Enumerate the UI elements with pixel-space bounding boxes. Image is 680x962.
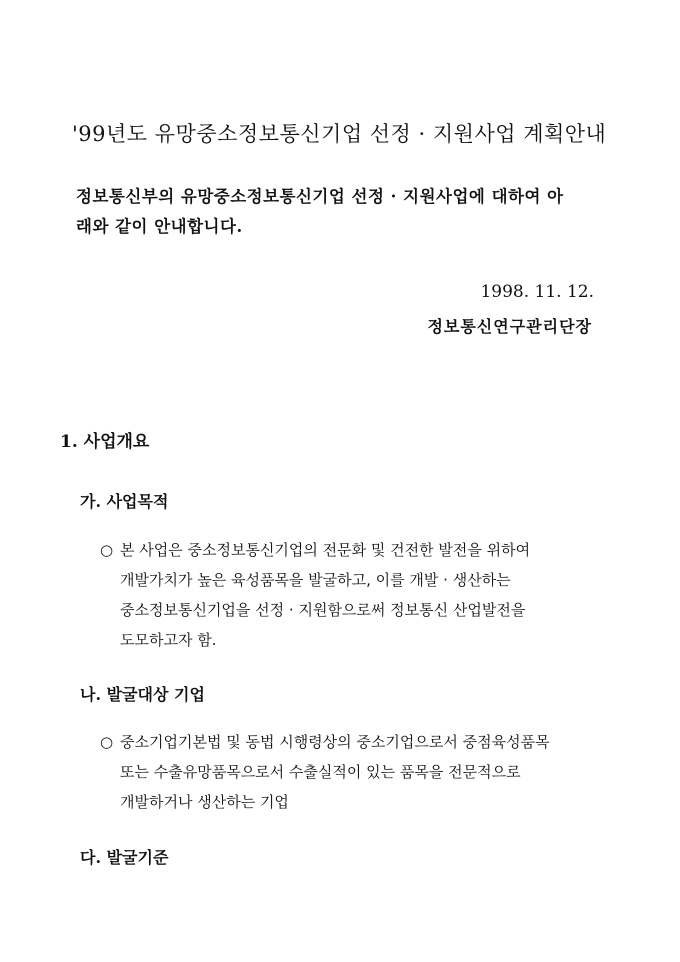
target-line-3: 개발하거나 생산하는 기업	[120, 793, 289, 811]
section-heading-overview: 1. 사업개요	[60, 432, 150, 452]
subsection-heading-criteria: 다. 발굴기준	[80, 848, 169, 867]
purpose-line-3: 중소정보통신기업을 선정 · 지원함으로써 정보통신 산업발전을	[120, 601, 526, 619]
document-date: 1998. 11. 12.	[480, 282, 594, 302]
target-line-1: 중소기업기본법 및 동법 시행령상의 중소기업으로서 중점육성품목	[120, 733, 550, 751]
subsection-heading-target: 나. 발굴대상 기업	[80, 685, 205, 704]
purpose-line-4: 도모하고자 함.	[120, 631, 217, 649]
purpose-line-1: 본 사업은 중소정보통신기업의 전문화 및 건전한 발전을 위하여	[120, 541, 531, 559]
intro-line-2: 래와 같이 안내합니다.	[76, 217, 243, 236]
issuing-organization: 정보통신연구관리단장	[427, 317, 592, 336]
purpose-line-2: 개발가치가 높은 육성품목을 발굴하고, 이를 개발 · 생산하는	[120, 571, 511, 589]
intro-paragraph	[76, 182, 616, 242]
intro-line-1: 정보통신부의 유망중소정보통신기업 선정 · 지원사업에 대하여 아	[76, 187, 564, 206]
subsection-heading-purpose: 가. 사업목적	[80, 492, 169, 511]
purpose-bullet	[100, 535, 620, 655]
target-bullet	[100, 727, 620, 817]
target-line-2: 또는 수출유망품목으로서 수출실적이 있는 품목을 전문적으로	[120, 763, 521, 781]
bullet-marker: ○	[100, 733, 114, 751]
bullet-marker: ○	[100, 541, 114, 559]
document-title: '99년도 유망중소정보통신기업 선정 · 지원사업 계획안내	[72, 122, 607, 146]
